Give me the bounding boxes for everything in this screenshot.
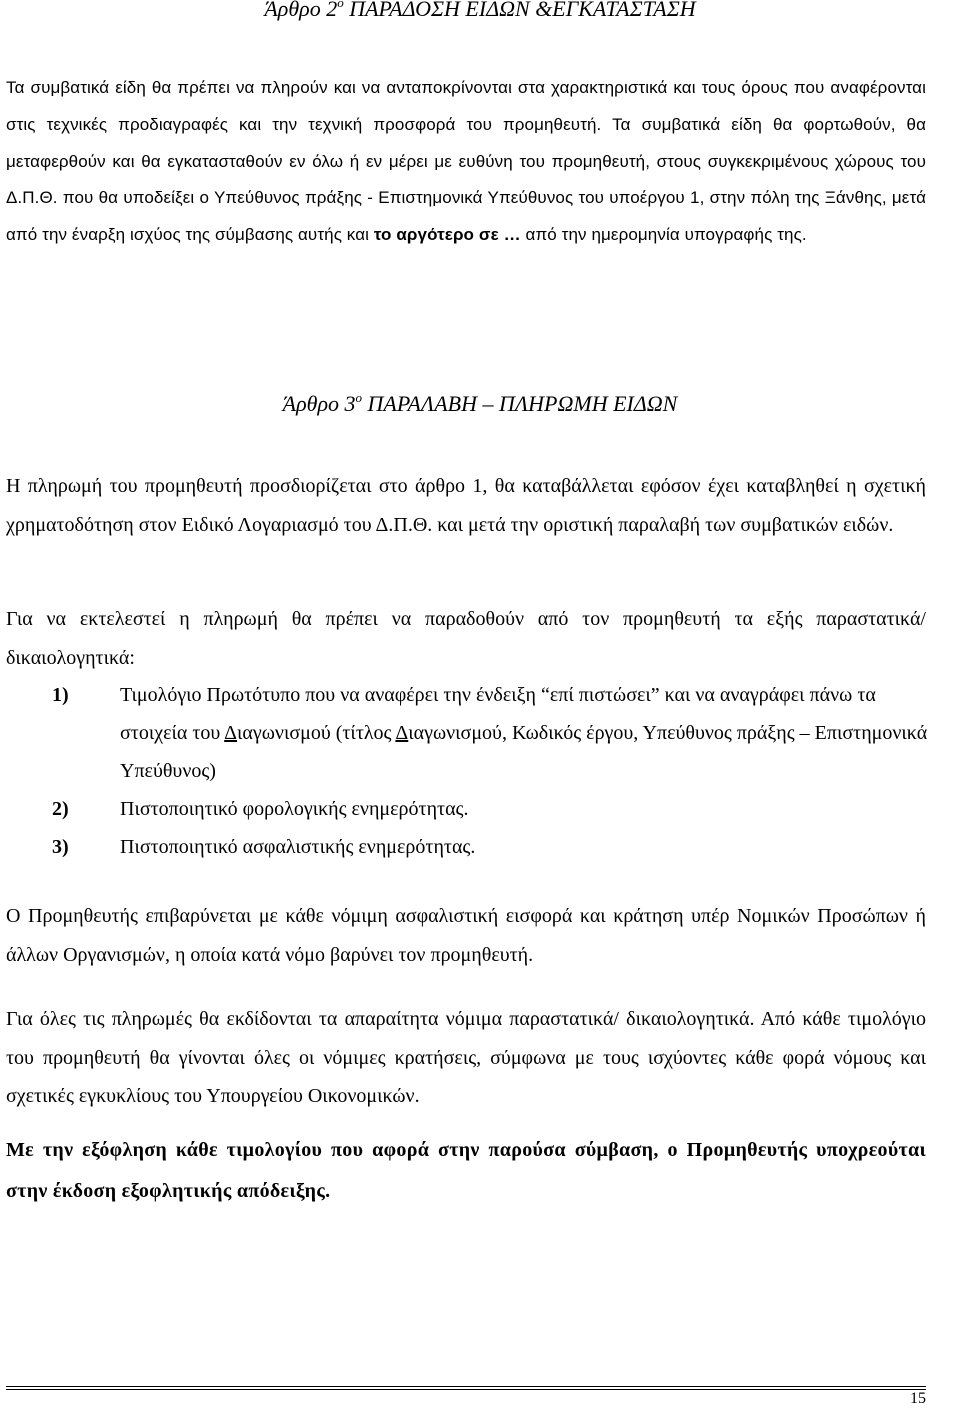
article-2-heading-prefix: Άρθρο 2	[264, 0, 338, 21]
page-number: 15	[910, 1390, 926, 1407]
article-2-heading	[0, 0, 960, 22]
footer-divider	[6, 1386, 926, 1390]
list-item	[6, 790, 956, 828]
documents-intro-paragraph: Για να εκτελεστεί η πληρωμή θα πρέπει να παραδοθούν από τον προμηθευτή τα εξής παραστατικά/ δικαιολογητικά:	[6, 608, 926, 669]
article-3-heading-ordinal: ο	[355, 390, 363, 405]
article-3-heading	[0, 391, 960, 417]
receipt-paragraph: Με την εξόφληση κάθε τιμολογίου που αφορά στην παρούσα σύμβαση, ο Προμηθευτής υποχρεούται στην έκδοση εξοφλητικής απόδειξης.	[6, 1139, 926, 1202]
article-3-heading-prefix: Άρθρο 3	[282, 391, 356, 416]
payment-paragraph: Η πληρωμή του προμηθευτή προσδιορίζεται στο άρθρο 1, θα καταβάλλεται εφόσον έχει καταβληθεί η σχετική χρηματοδότηση στον Ειδικό Λογαριασμό του Δ.Π.Θ. και μετά την οριστική παραλαβή των συμβατικών ειδών.	[6, 475, 926, 536]
list-item	[6, 676, 956, 790]
article-3-heading-title: ΠΑΡΑΛΑΒΗ – ΠΛΗΡΩΜΗ ΕΙΔΩΝ	[362, 391, 678, 416]
list-item-text-part: ιαγωνισμού, Κωδικός έργου, Υπεύθυνος πράξης – Επιστημονικά Υπεύθυνος)	[120, 722, 928, 782]
contributions-paragraph: Ο Προμηθευτής επιβαρύνεται με κάθε νόμιμη ασφαλιστική εισφορά και κράτηση υπέρ Νομικών Προσώπων ή άλλων Οργανισμών, η οποία κατά νόμο βαρύνει τον προμηθευτή.	[6, 905, 926, 966]
invoices-paragraph: Για όλες τις πληρωμές θα εκδίδονται τα απαραίτητα νόμιμα παραστατικά/ δικαιολογητικά. Από κάθε τιμολόγιο του προμηθευτή θα γίνονται όλες οι νόμιμες κρατήσεις, σύμφωνα με τους ισχύοντες κάθε φορά νόμους και σχετικές εγκυκλίους του Υπουργείου Οικονομικών.	[6, 1008, 926, 1107]
list-item-number: 1)	[52, 684, 69, 706]
article-2-deadline-bold: το αργότερο σε …	[373, 225, 521, 245]
article-2-paragraph-start: Τα συμβατικά είδη θα πρέπει να πληρούν και να ανταποκρίνονται στα χαρακτηριστικά και τους όρους που αναφέρονται στις τεχνικές προδιαγραφές και την τεχνική προσφορά του προμηθευτή. Τα συμβατικά είδη θα φορτωθούν, θα μεταφερθούν και θα εγκατασταθούν εν όλω ή εν μέρει με ευθύνη του προμηθευτή, στους συγκεκριμένους χώρους του Δ.Π.Θ. που θα υποδείξει ο Υπεύθυνος πράξης - Επιστημονικά Υπεύθυνος του υποέργου 1, στην πόλη της Ξάνθης, μετά από την έναρξη ισχύος της σύμβασης αυτής και	[6, 78, 926, 245]
underlined-letter: Δ	[395, 722, 409, 744]
list-item-number: 3)	[52, 836, 69, 858]
list-item-text-part: ιαγωνισμού (τίτλος	[237, 722, 396, 744]
list-item-text: Πιστοποιητικό φορολογικής ενημερότητας.	[120, 798, 469, 820]
list-item	[6, 828, 956, 866]
article-2-heading-title: ΠΑΡΑΔΟΣΗ ΕΙΔΩΝ &ΕΓΚΑΤΑΣΤΑΣΗ	[343, 0, 696, 21]
list-item-text-part: Τιμολόγιο Πρωτότυπο που να αναφέρει την ένδειξη “επί πιστώσει” και να αναγράφει πάνω τα στοιχεία του	[120, 684, 876, 744]
required-documents-list	[6, 676, 956, 866]
list-item-number: 2)	[52, 798, 69, 820]
article-2-paragraph	[6, 70, 926, 254]
article-2-heading-ordinal: ο	[337, 0, 344, 10]
underlined-letter: Δ	[224, 722, 238, 744]
list-item-text: Πιστοποιητικό ασφαλιστικής ενημερότητας.	[120, 836, 476, 858]
article-2-paragraph-end: από την ημερομηνία υπογραφής της.	[520, 225, 807, 245]
list-item-text	[120, 676, 956, 790]
